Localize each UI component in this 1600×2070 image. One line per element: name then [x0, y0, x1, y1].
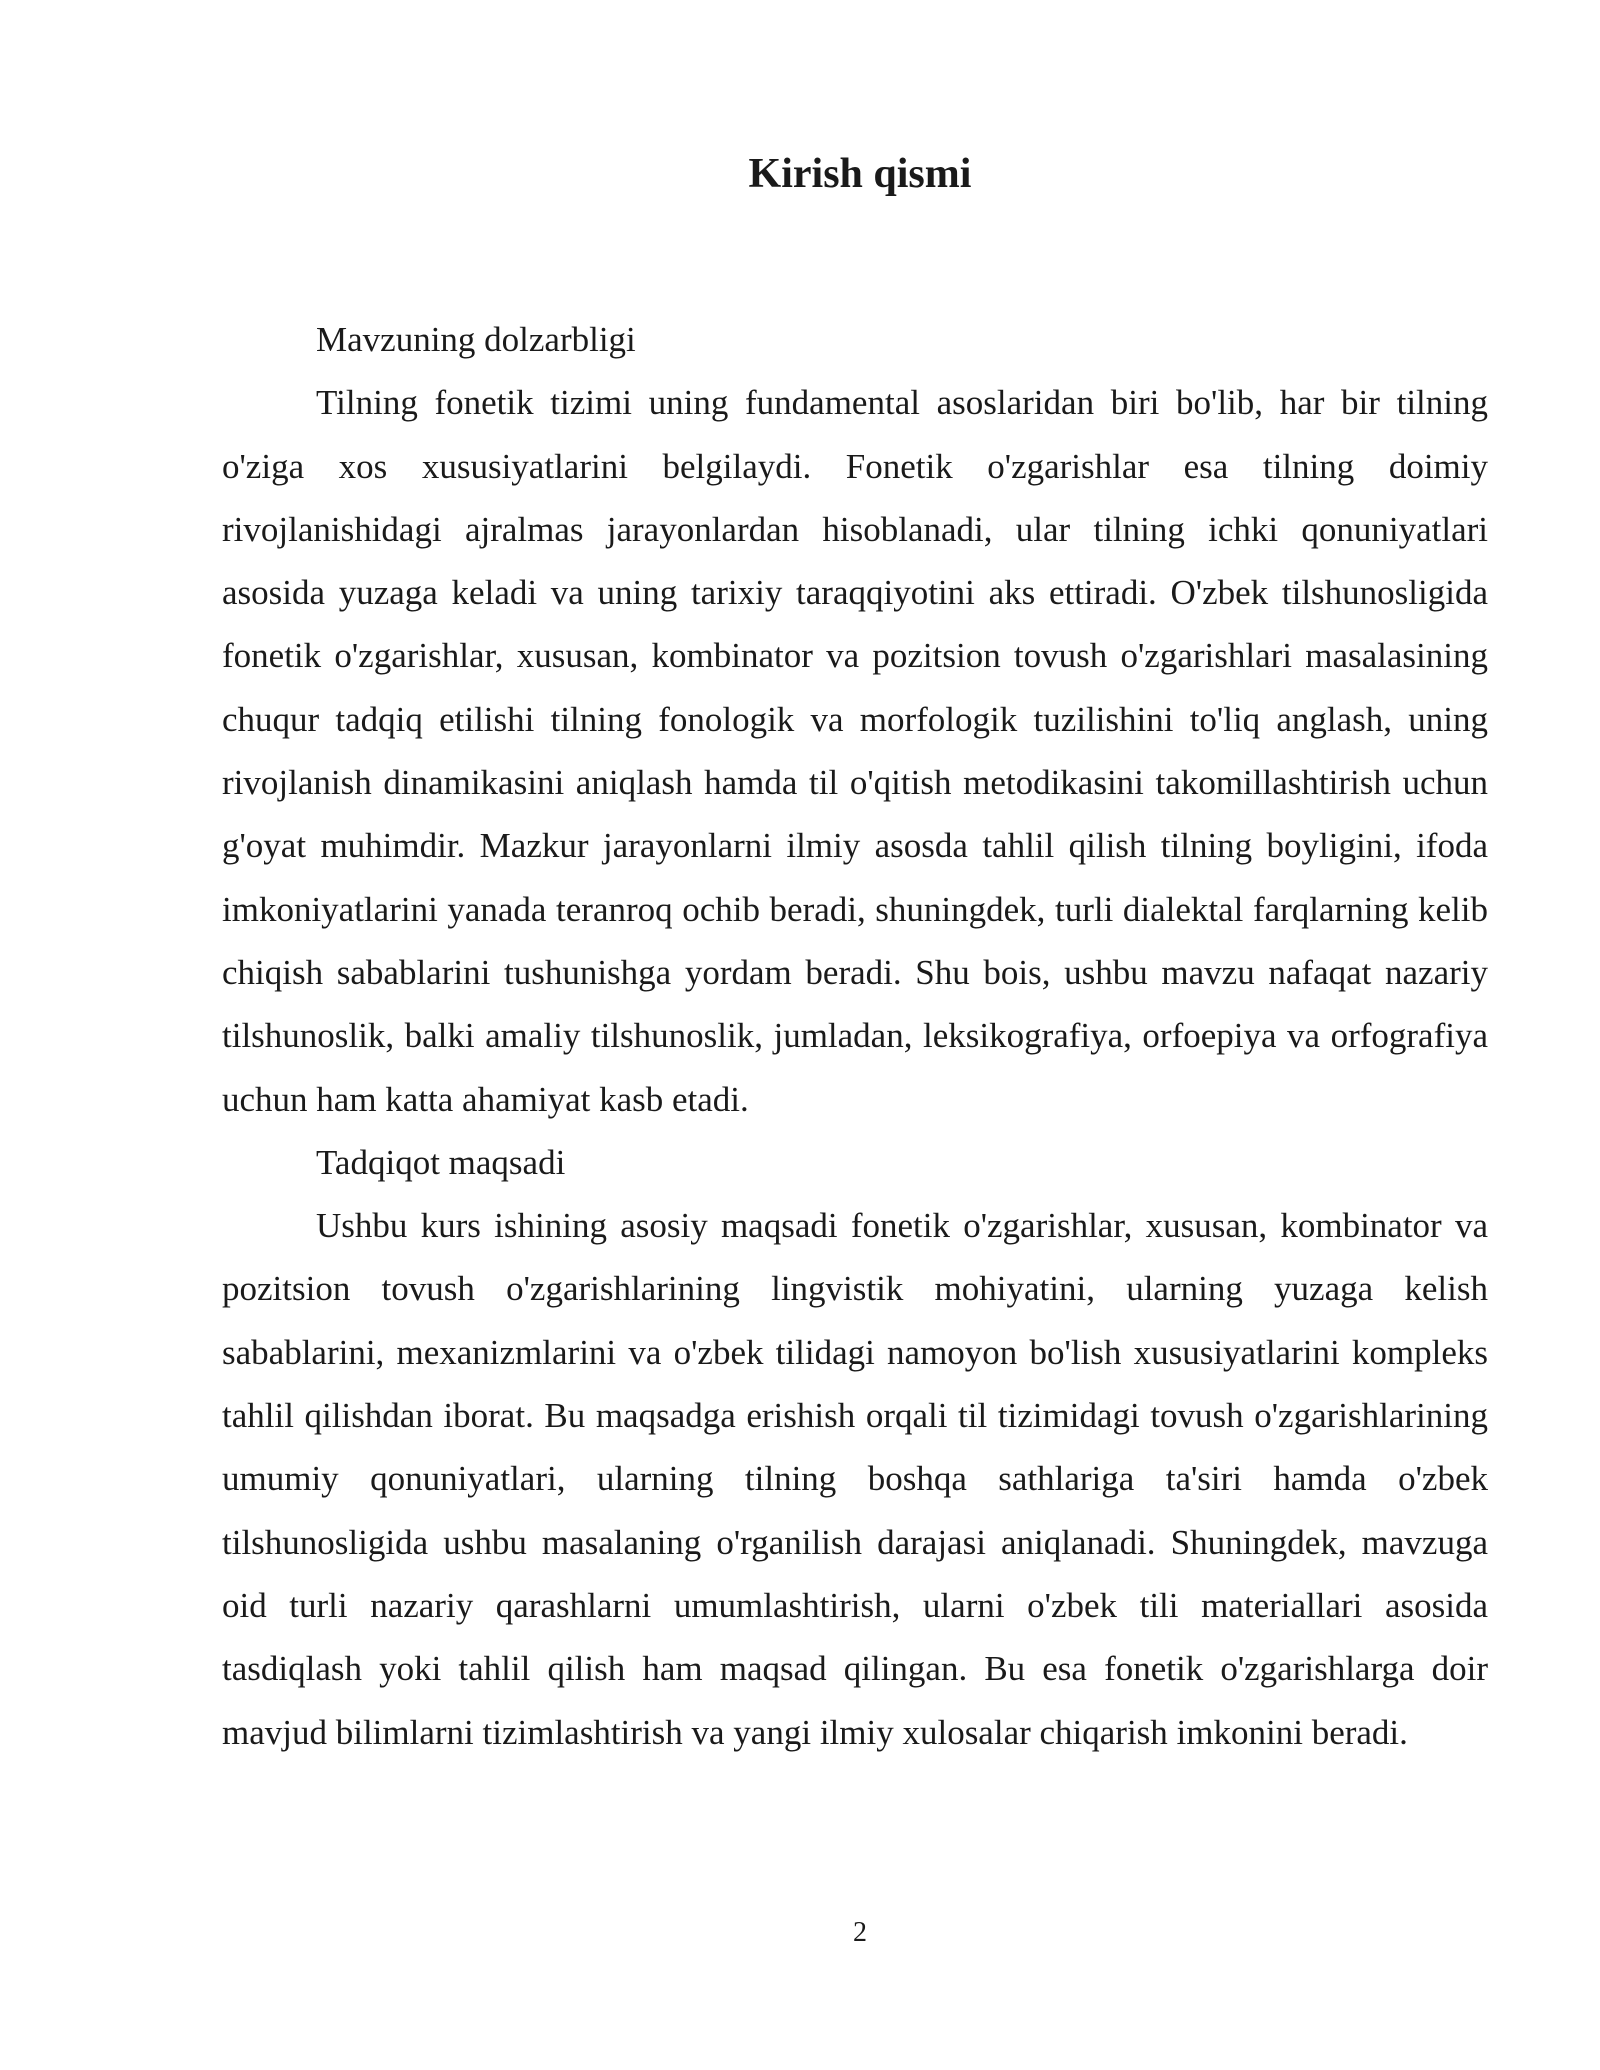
- section-paragraph-relevance: Tilning fonetik tizimi uning fundamental asoslaridan biri bo'lib, har bir tilning o'ziga xos xususiyatlarini belgilaydi. Fonetik o'zgarishlar esa tilning doimiy rivojlanishidagi ajralmas jarayonlardan hisoblanadi, ular tilning ichki qonuniyatlari asosida yuzaga keladi va uning tarixiy taraqqiyotini aks ettiradi. O'zbek tilshunosligida fonetik o'zgarishlar, xususan, kombinator va pozitsion tovush o'zgarishlari masalasining chuqur tadqiq etilishi tilning fonologik va morfologik tuzilishini to'liq anglash, uning rivojlanish dinamikasini aniqlash hamda til o'qitish metodikasini takomillashtirish uchun g'oyat muhimdir. Mazkur jarayonlarni ilmiy asosda tahlil qilish tilning boyligini, ifoda imkoniyatlarini yanada teranroq ochib beradi, shuningdek, turli dialektal farqlarning kelib chiqish sabablarini tushunishga yordam beradi. Shu bois, ushbu mavzu nafaqat nazariy tilshunoslik, balki amaliy tilshunoslik, jumladan, leksikografiya, orfoepiya va orfografiya uchun ham katta ahamiyat kasb etadi.: [222, 383, 1488, 1119]
- document-body: [222, 308, 1488, 1764]
- page-number: 2: [853, 1917, 867, 1948]
- section-heading-research-goal: Tadqiqot maqsadi: [316, 1142, 566, 1182]
- page-title: Kirish qismi: [748, 151, 972, 197]
- section-paragraph-research-goal: Ushbu kurs ishining asosiy maqsadi fonetik o'zgarishlar, xususan, kombinator va pozitsion tovush o'zgarishlarining lingvistik mohiyatini, ularning yuzaga kelish sabablarini, mexanizmlarini va o'zbek tilidagi namoyon bo'lish xususiyatlarini kompleks tahlil qilishdan iborat. Bu maqsadga erishish orqali til tizimidagi tovush o'zgarishlarining umumiy qonuniyatlari, ularning tilning boshqa sathlariga ta'siri hamda o'zbek tilshunosligida ushbu masalaning o'rganilish darajasi aniqlanadi. Shuningdek, mavzuga oid turli nazariy qarashlarni umumlashtirish, ularni o'zbek tili materiallari asosida tasdiqlash yoki tahlil qilish ham maqsad qilingan. Bu esa fonetik o'zgarishlarga doir mavjud bilimlarni tizimlashtirish va yangi ilmiy xulosalar chiqarish imkonini beradi.: [222, 1206, 1488, 1752]
- section-heading-relevance: Mavzuning dolzarbligi: [316, 320, 636, 359]
